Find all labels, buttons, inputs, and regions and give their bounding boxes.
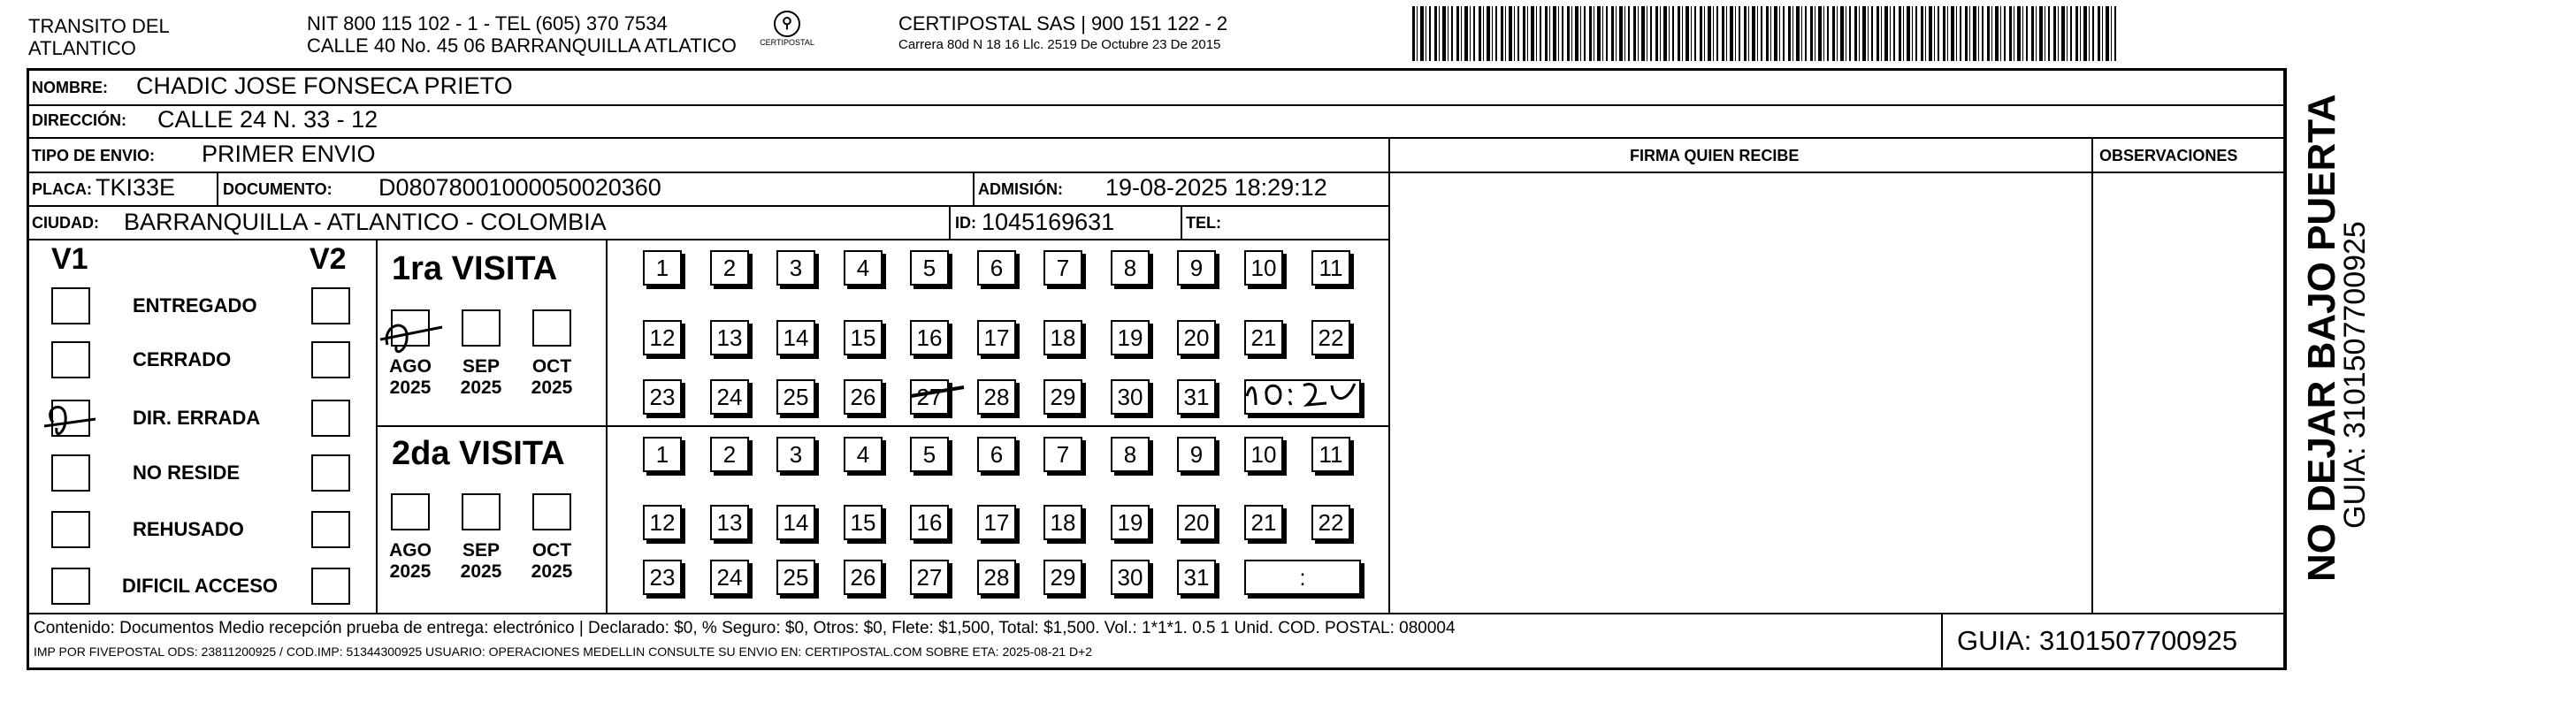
firma-header: FIRMA QUIEN RECIBE (1630, 147, 1800, 164)
admision-label: ADMISIÓN: (978, 180, 1063, 198)
day-box[interactable]: 14 (776, 320, 815, 355)
day-box[interactable]: 29 (1043, 379, 1082, 415)
id-value: 1045169631 (982, 209, 1115, 235)
nombre-label: NOMBRE: (32, 79, 108, 96)
sender-org-line2: ATLANTICO (28, 37, 136, 59)
day-box[interactable]: 28 (977, 379, 1016, 415)
day-box[interactable]: 1 (643, 250, 682, 286)
day-box[interactable]: 2 (710, 250, 749, 286)
month-year: 2025 (531, 378, 573, 398)
day-box[interactable]: 30 (1111, 379, 1150, 415)
month-year: 2025 (460, 561, 502, 582)
status-option-label: REHUSADO (133, 518, 244, 540)
month-name: AGO (389, 356, 432, 377)
no-dejar-warning: NO DEJAR BAJO PUERTA (2300, 94, 2343, 582)
placa-label: PLACA: (32, 180, 92, 198)
day-box[interactable]: 10 (1244, 250, 1283, 286)
day-box[interactable]: 17 (977, 320, 1016, 355)
day-box[interactable]: 15 (844, 505, 883, 540)
day-box[interactable]: 27 (910, 560, 949, 595)
tipo-envio-value: PRIMER ENVIO (202, 141, 376, 167)
day-box[interactable]: 28 (977, 560, 1016, 595)
documento-label: DOCUMENTO: (223, 180, 333, 198)
month-name: AGO (389, 540, 432, 561)
day-box[interactable]: 22 (1311, 505, 1350, 540)
day-box[interactable]: 23 (643, 379, 682, 415)
logo-emblem-icon: ⚲ (774, 11, 800, 37)
observaciones-header: OBSERVACIONES (2099, 147, 2238, 164)
day-box[interactable]: 27 (910, 379, 949, 415)
day-box[interactable]: 2 (710, 437, 749, 472)
footer-guia: GUIA: 3101507700925 (1957, 625, 2238, 656)
side-guia: GUIA: 3101507700925 (2338, 221, 2372, 529)
day-27-strike (911, 387, 964, 396)
first-visit-title: 1ra VISITA (392, 250, 558, 287)
month-name: OCT (531, 356, 572, 377)
day-box[interactable]: 3 (776, 250, 815, 286)
day-box[interactable]: 10 (1244, 437, 1283, 472)
day-box[interactable]: 7 (1043, 250, 1082, 286)
v1-dir-errada-checkmark (44, 407, 96, 433)
day-box[interactable]: 6 (977, 250, 1016, 286)
direccion-label: DIRECCIÓN: (32, 111, 126, 129)
status-option-label: DIFICIL ACCESO (122, 575, 279, 597)
day-box[interactable]: 9 (1177, 250, 1216, 286)
day-box[interactable]: 31 (1177, 560, 1216, 595)
day-box[interactable]: 5 (910, 250, 949, 286)
status-option-label: CERRADO (133, 348, 232, 370)
day-box[interactable]: 21 (1244, 505, 1283, 540)
courier-name: CERTIPOSTAL SAS | 900 151 122 - 2 (898, 12, 1228, 34)
day-box[interactable]: 26 (844, 560, 883, 595)
month-year: 2025 (531, 561, 573, 582)
day-box[interactable]: 18 (1043, 320, 1082, 355)
day-box[interactable]: 13 (710, 320, 749, 355)
courier-address: Carrera 80d N 18 16 Llc. 2519 De Octubre 23 De 2015 (898, 37, 1221, 52)
day-box[interactable]: 15 (844, 320, 883, 355)
sender-org-line1: TRANSITO DEL (28, 15, 170, 37)
v1-label: V1 (51, 242, 88, 276)
day-box[interactable]: 4 (844, 250, 883, 286)
day-box[interactable]: 8 (1111, 437, 1150, 472)
day-box[interactable]: 30 (1111, 560, 1150, 595)
day-box[interactable]: 14 (776, 505, 815, 540)
admision-value: 19-08-2025 18:29:12 (1105, 174, 1327, 201)
day-box[interactable]: 5 (910, 437, 949, 472)
month-year: 2025 (389, 378, 432, 398)
id-label: ID: (955, 214, 976, 232)
day-box[interactable]: 17 (977, 505, 1016, 540)
day-box[interactable]: 25 (776, 560, 815, 595)
status-option-label: DIR. ERRADA (133, 407, 261, 429)
tel-label: TEL: (1186, 214, 1221, 232)
day-box[interactable]: 11 (1311, 250, 1350, 286)
status-option-label: NO RESIDE (133, 461, 241, 484)
day-box[interactable]: 20 (1177, 505, 1216, 540)
day-box[interactable]: 29 (1043, 560, 1082, 595)
ciudad-value: BARRANQUILLA - ATLANTICO - COLOMBIA (124, 209, 607, 235)
month-name: OCT (531, 540, 572, 561)
logo-text: CERTIPOSTAL (760, 38, 814, 47)
day-box[interactable]: 12 (643, 320, 682, 355)
day-box[interactable]: 31 (1177, 379, 1216, 415)
day-box[interactable]: 1 (643, 437, 682, 472)
day-box[interactable]: 8 (1111, 250, 1150, 286)
day-box[interactable]: 19 (1111, 505, 1150, 540)
month-name: SEP (462, 540, 501, 561)
day-box[interactable]: 24 (710, 560, 749, 595)
day-box[interactable]: 12 (643, 505, 682, 540)
direccion-value: CALLE 24 N. 33 - 12 (157, 106, 378, 133)
v2-label: V2 (310, 242, 347, 276)
day-box[interactable]: 26 (844, 379, 883, 415)
day-box[interactable]: 7 (1043, 437, 1082, 472)
day-box[interactable]: 16 (910, 320, 949, 355)
day-box[interactable]: 6 (977, 437, 1016, 472)
day-box[interactable]: 9 (1177, 437, 1216, 472)
status-option-label: ENTREGADO (133, 294, 257, 317)
documento-value: D08078001000050020360 (378, 174, 661, 201)
tipo-envio-label: TIPO DE ENVIO: (32, 147, 156, 164)
day-box[interactable]: 11 (1311, 437, 1350, 472)
day-box[interactable]: 3 (776, 437, 815, 472)
sender-nit: NIT 800 115 102 - 1 - TEL (605) 370 7534 (307, 12, 668, 34)
day-box[interactable]: 20 (1177, 320, 1216, 355)
ciudad-label: CIUDAD: (32, 214, 99, 232)
second-visit-title: 2da VISITA (392, 435, 565, 472)
day-box[interactable]: 4 (844, 437, 883, 472)
contenido-text: Contenido: Documentos Medio recepción prueba de entrega: electrónico | Declarado: $0, % Seguro: $0, Otros: $0, Flete: $1,500, Total: $1,500. Vol.: 1*1*1. 0.5 1 Unid. COD. POSTAL: 080004 (34, 619, 1456, 637)
nombre-value: CHADIC JOSE FONSECA PRIETO (136, 72, 513, 99)
day-box[interactable]: 23 (643, 560, 682, 595)
sender-address: CALLE 40 No. 45 06 BARRANQUILLA ATLATICO (307, 34, 737, 57)
month-year: 2025 (460, 378, 502, 398)
time-field[interactable]: : (1244, 560, 1361, 595)
day-box[interactable]: 18 (1043, 505, 1082, 540)
day-box[interactable]: 19 (1111, 320, 1150, 355)
day-box[interactable]: 16 (910, 505, 949, 540)
day-box[interactable]: 22 (1311, 320, 1350, 355)
day-box[interactable]: 25 (776, 379, 815, 415)
month-name: SEP (462, 356, 501, 377)
day-box[interactable]: 21 (1244, 320, 1283, 355)
day-box[interactable]: 13 (710, 505, 749, 540)
handwritten-time (1247, 384, 1355, 405)
day-box[interactable]: 24 (710, 379, 749, 415)
imp-text: IMP POR FIVEPOSTAL ODS: 23811200925 / COD.IMP: 51344300925 USUARIO: OPERACIONES MEDELLIN CONSULTE SU ENVIO EN: CERTIPOSTAL.COM SOBRE ETA: 2025-08-21 D+2 (34, 645, 1093, 659)
ago-month-checkmark (380, 325, 442, 352)
placa-value: TKI33E (96, 174, 176, 201)
month-year: 2025 (389, 561, 432, 582)
